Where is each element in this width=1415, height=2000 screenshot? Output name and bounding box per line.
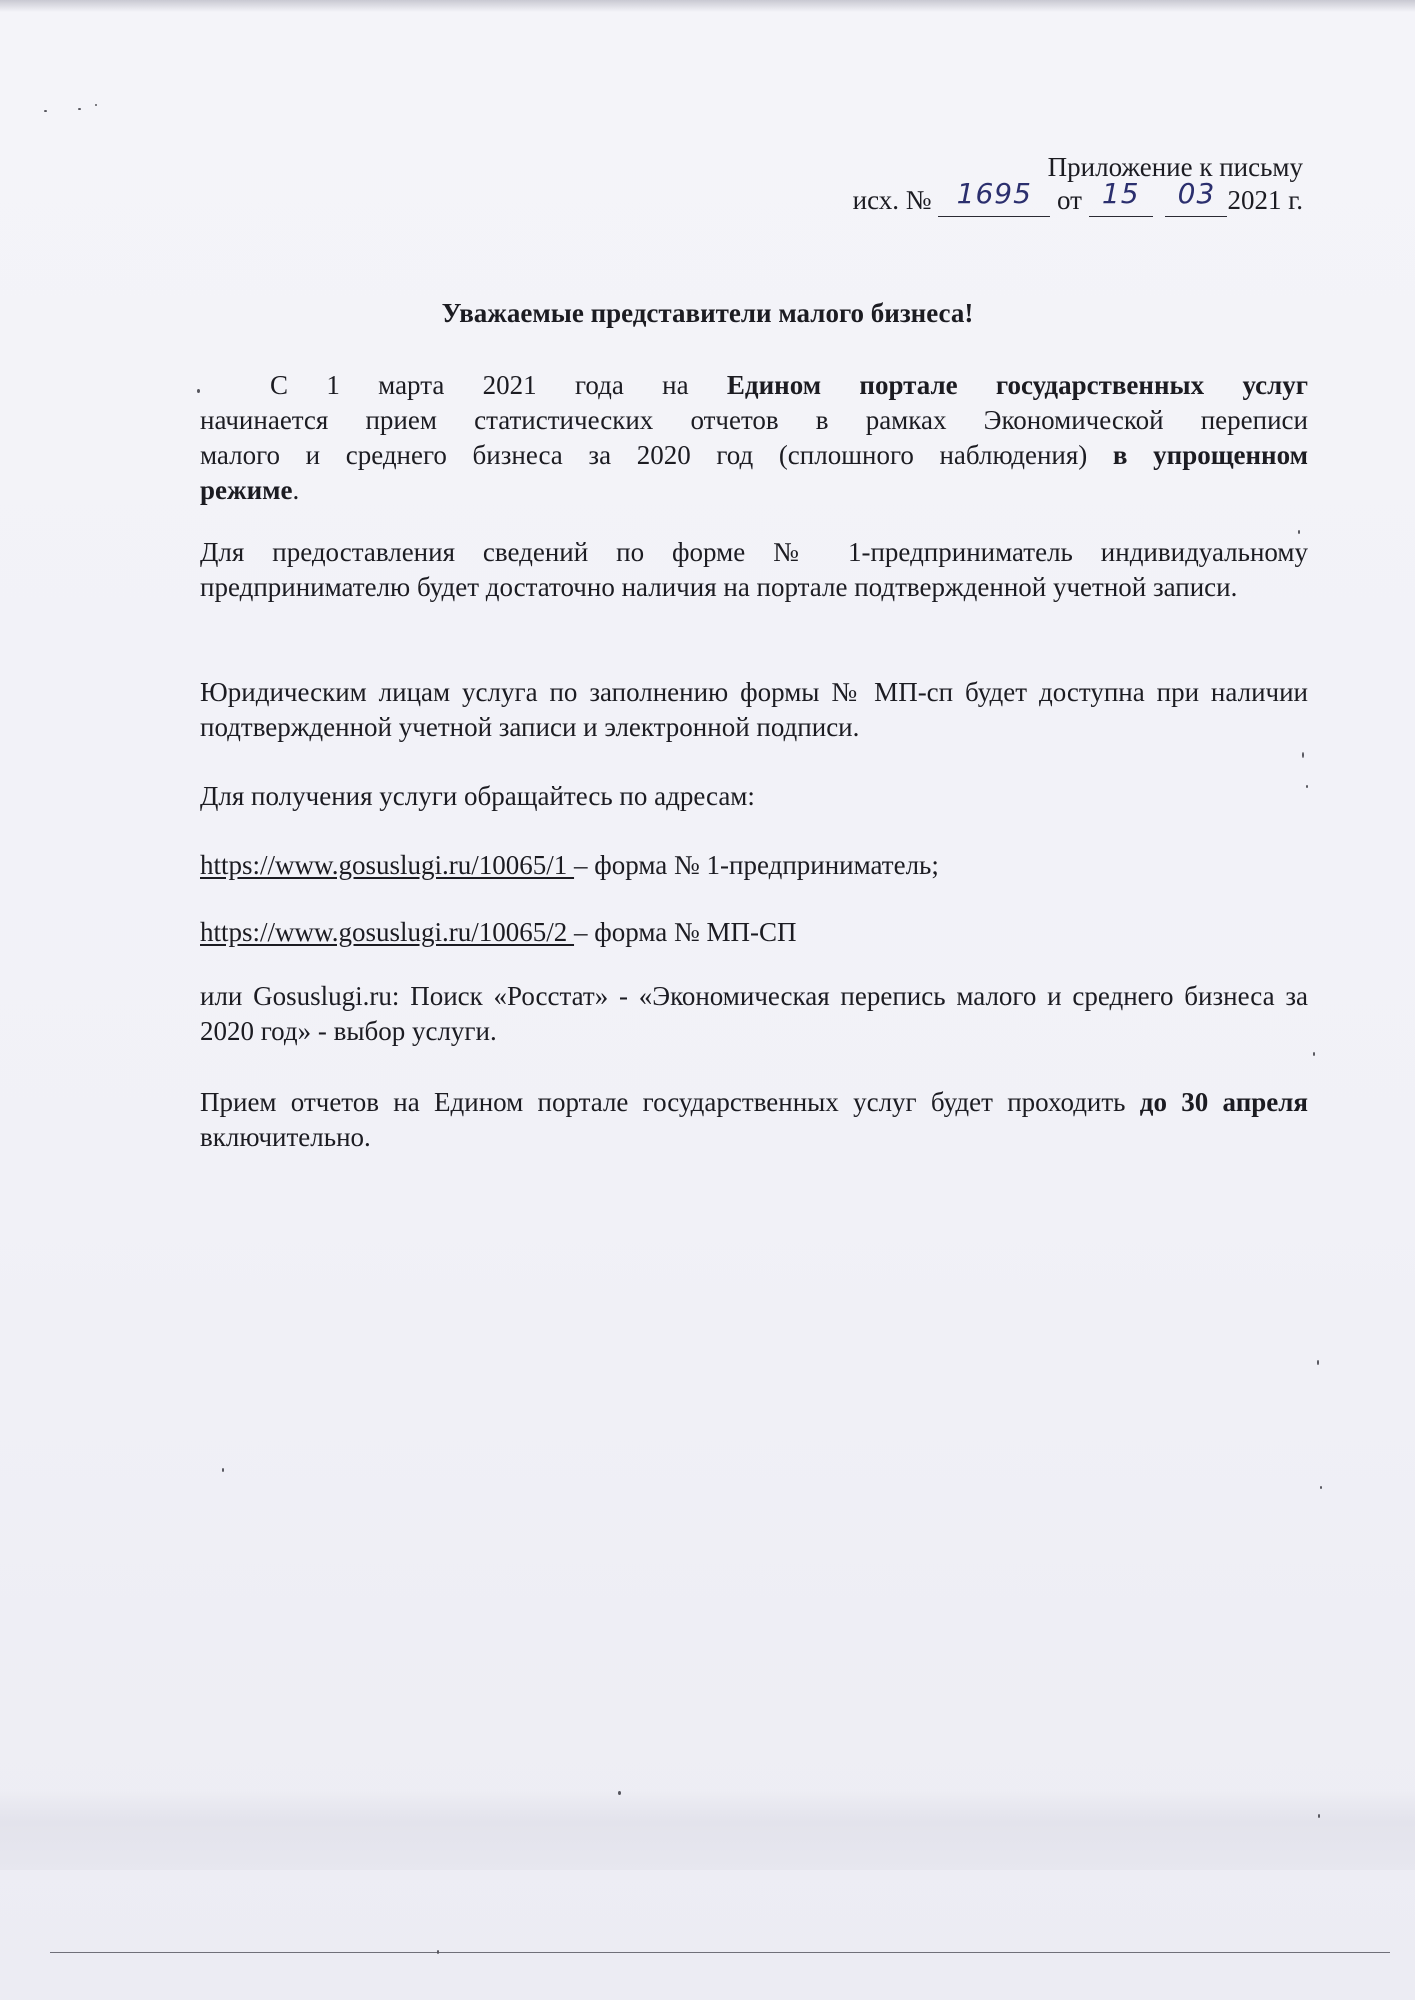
link-description: – форма № 1-предприниматель; [574,850,939,880]
simplified-mode-bold: в упрощенном [1112,440,1308,470]
mode-bold: режиме [200,475,293,505]
deadline-text: Прием отчетов на Едином портале государственных услуг будет проходить [200,1087,1140,1117]
intro-line-1 [200,368,1308,403]
intro-line-4 [200,473,1308,508]
scan-speck [1317,1360,1319,1365]
scan-speck [78,108,81,110]
paragraph-search-instructions: или Gosuslugi.ru: Поиск «Росстат» - «Экономическая перепись малого и среднего бизнеса за 2020 год» - выбор услуги. [200,981,1308,1046]
letter-title: Уважаемые представители малого бизнеса! [441,298,974,328]
scan-top-shadow [0,0,1415,12]
scan-speck [95,104,97,106]
scan-speck [437,1950,439,1954]
scan-speck [1320,1486,1322,1489]
date-day-field [1089,177,1153,217]
link-line-form-1 [200,848,1308,883]
deadline-text: включительно. [200,1122,371,1152]
scan-speck [1313,1052,1315,1056]
date-day-handwritten: 15 [1101,177,1140,210]
ref-number-field [938,177,1050,217]
intro-text: . [292,475,300,505]
scan-bottom-edge-line [50,1952,1390,1953]
outgoing-reference-line [852,177,1303,217]
deadline-month-bold: апреля [1222,1087,1309,1117]
appendix-label: Приложение к письму [1047,152,1303,182]
paragraph-entrepreneur-form: Для предоставления сведений по форме № 1-предприниматель индивидуальному предпринимателю будет достаточно наличия на портале подтвержденной учетной записи. [200,537,1308,602]
paragraph-deadline [200,1085,1308,1155]
intro-text: С 1 марта 2021 года на [270,370,727,400]
scan-bottom-shading [0,1790,1415,1870]
portal-name-bold: Едином портале государственных услуг [726,370,1309,400]
gosuslugi-link-form-mp[interactable]: https://www.gosuslugi.ru/10065/2 [200,917,575,947]
gosuslugi-link-form-1[interactable]: https://www.gosuslugi.ru/10065/1 [200,850,575,880]
paragraph-addresses-intro: Для получения услуги обращайтесь по адресам: [200,781,755,811]
scan-speck [1318,1814,1320,1818]
scan-speck [44,110,47,112]
intro-text: малого и среднего бизнеса за 2020 год (сплошного наблюдения) [200,440,1113,470]
deadline-date-bold: до 30 [1139,1087,1209,1117]
ref-prefix: исх. № [852,185,932,215]
intro-line-2: начинается прием статистических отчетов в рамках Экономической переписи [200,405,1308,435]
ref-number-handwritten: 1695 [956,177,1032,210]
paragraph-legal-entities: Юридическим лицам услуга по заполнению формы № МП-сп будет доступна при наличии подтвержденной учетной записи и электронной подписи. [200,677,1308,742]
date-month-field [1165,177,1227,217]
date-year: 2021 г. [1227,185,1303,215]
scan-speck [1302,752,1304,758]
link-line-form-mp [200,915,1308,950]
intro-line-3 [200,438,1308,473]
date-month-handwritten: 03 [1177,177,1216,210]
link-description: – форма № МП-СП [574,917,797,947]
scan-speck [618,1791,621,1795]
paragraph-intro [200,368,1308,508]
scan-speck [222,1468,224,1472]
scan-speck [1298,530,1300,534]
date-prefix: от [1057,185,1082,215]
